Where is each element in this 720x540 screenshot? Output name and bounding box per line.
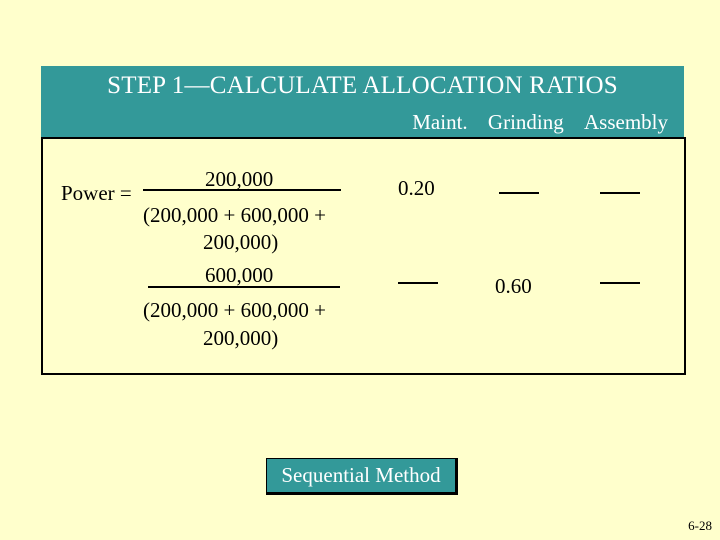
power-label: Power =: [61, 181, 132, 205]
column-headers: [399, 110, 668, 135]
allocation-panel: [41, 137, 686, 375]
slide-number: 6-28: [688, 518, 712, 533]
column-header-grinding: Grinding: [487, 110, 564, 134]
row2-grinding-value: 0.60: [495, 274, 532, 298]
row2-denominator-line2: 200,000): [203, 326, 279, 350]
slide-title: STEP 1—CALCULATE ALLOCATION RATIOS: [107, 72, 618, 99]
row1-maint-value: 0.20: [398, 176, 435, 200]
row1-denominator-line1: (200,000 + 600,000 +: [143, 203, 326, 227]
row2-numerator: 600,000: [205, 263, 274, 287]
column-header-assembly: Assembly: [584, 110, 668, 134]
row2-maint-dash: [398, 282, 438, 284]
column-header-maint: Maint.: [412, 110, 468, 134]
row2-denominator-line1: (200,000 + 600,000 +: [143, 298, 326, 322]
row1-grinding-dash: [499, 192, 539, 194]
title-banner: [41, 66, 684, 137]
row1-denominator-line2: 200,000): [203, 230, 279, 254]
row2-assembly-dash: [600, 282, 640, 284]
row1-numerator: 200,000: [205, 167, 274, 191]
sequential-method-label: Sequential Method: [266, 458, 458, 495]
row1-assembly-dash: [600, 192, 640, 194]
